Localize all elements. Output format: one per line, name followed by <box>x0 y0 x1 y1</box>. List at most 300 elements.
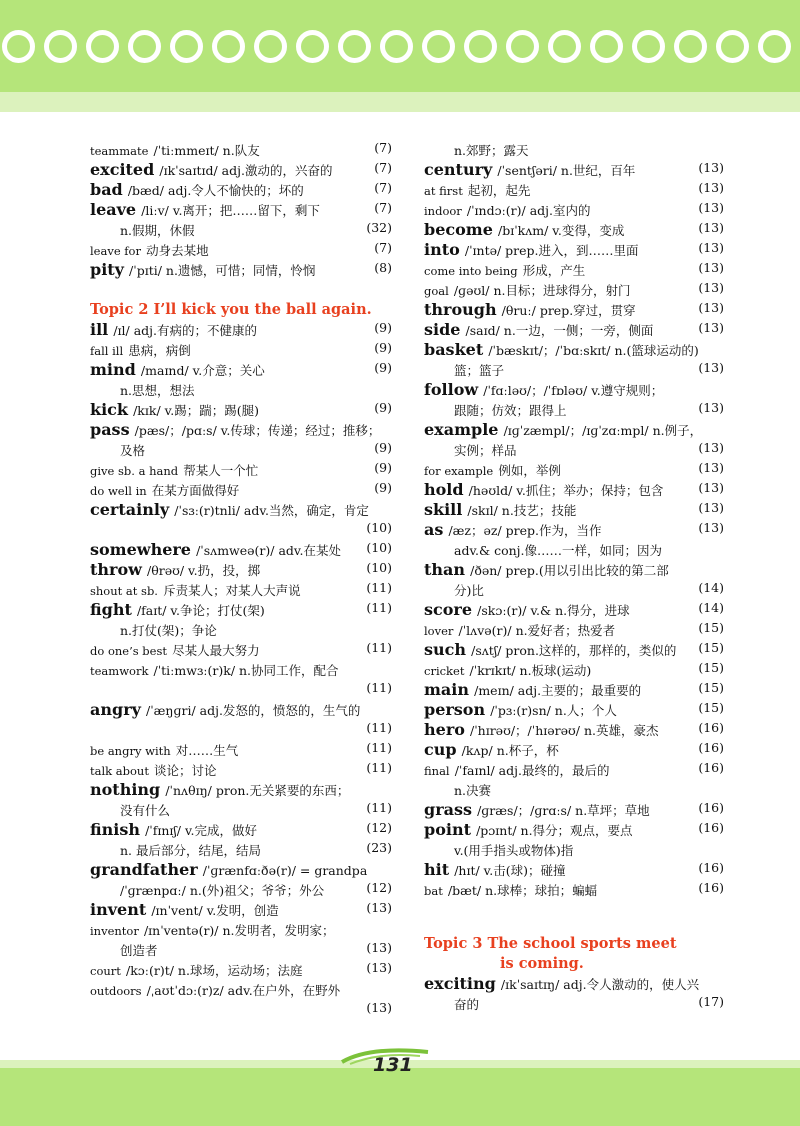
entry-page-ref: (8) <box>374 260 392 275</box>
entry-definition: adv.& conj.像……一样，如同；因为 <box>454 543 663 558</box>
entry-definition: /æz；əz/ prep.作为，当作 <box>448 523 602 538</box>
entry-definition: /ˈpɪti/ n.遗憾，可惜；同情，怜悯 <box>129 263 316 278</box>
entry-word: follow <box>424 380 479 399</box>
entry-definition: /sʌtʃ/ pron.这样的，那样的，类似的 <box>471 643 677 658</box>
entry-page-ref: (11) <box>366 760 392 775</box>
glossary-entry-line <box>90 160 392 180</box>
entry-definition: /ɡræs/；/ɡrɑːs/ n.草坪；草地 <box>477 803 650 818</box>
decorative-rings <box>2 30 800 74</box>
glossary-entry-line <box>424 240 724 260</box>
page-header-stripe <box>0 92 800 112</box>
entry-definition: /ˈɪntə/ prep.进入，到……里面 <box>464 243 639 258</box>
glossary-entry-line <box>90 380 392 400</box>
entry-page-ref: (7) <box>374 240 392 255</box>
entry-definition: 帮某人一个忙 <box>183 463 259 478</box>
left-column <box>90 140 392 1020</box>
entry-word: excited <box>90 160 155 179</box>
glossary-entry-line <box>424 974 724 994</box>
glossary-entry-line <box>424 740 724 760</box>
glossary-entry-line <box>90 500 392 520</box>
entry-word: final <box>424 764 450 778</box>
entry-page-ref: (10) <box>366 560 392 575</box>
entry-word: century <box>424 160 493 179</box>
entry-page-ref: (13) <box>698 260 724 275</box>
ring-icon <box>296 30 329 63</box>
glossary-entry-line <box>424 660 724 680</box>
entry-definition: /ɪnˈvent/ v.发明，创造 <box>151 903 279 918</box>
entry-page-ref: (32) <box>366 220 392 235</box>
glossary-entry-line <box>424 860 724 880</box>
entry-word: through <box>424 300 497 319</box>
ring-icon <box>380 30 413 63</box>
glossary-entry-line <box>424 440 724 460</box>
entry-definition: /saɪd/ n.一边，一侧；一旁，侧面 <box>465 323 654 338</box>
entry-definition: 动身去某地 <box>146 243 209 258</box>
entry-page-ref: (16) <box>698 720 724 735</box>
ring-icon <box>128 30 161 63</box>
glossary-entry-line <box>424 520 724 540</box>
glossary-entry-line <box>424 580 724 600</box>
page-number: 131 <box>373 1054 413 1076</box>
entry-word: teammate <box>90 144 149 158</box>
entry-definition: /ˈpɜː(r)sn/ n.人；个人 <box>490 703 617 718</box>
spacer <box>90 280 392 300</box>
glossary-entry-line <box>90 480 392 500</box>
entry-word: fall ill <box>90 344 124 358</box>
glossary-entry-line <box>90 720 392 740</box>
entry-page-ref: (10) <box>366 520 392 535</box>
entry-definition: /ˈfɑːləʊ/；/ˈfɒləʊ/ v.遵守规则； <box>483 383 664 398</box>
entry-word: do one’s best <box>90 644 167 658</box>
entry-word: person <box>424 700 486 719</box>
entry-word: somewhere <box>90 540 191 559</box>
entry-definition: 起初，起先 <box>467 183 531 198</box>
entry-page-ref: (13) <box>366 1000 392 1015</box>
entry-word: hold <box>424 480 464 499</box>
glossary-entry-line <box>424 500 724 520</box>
entry-word: fight <box>90 600 132 619</box>
glossary-entry-line <box>90 960 392 980</box>
entry-definition: /bæt/ n.球棒；球拍；蝙蝠 <box>447 883 598 898</box>
topic-heading-continued: is coming. <box>500 955 584 972</box>
entry-definition: 例如，举例 <box>498 463 561 478</box>
entry-word: basket <box>424 340 484 359</box>
entry-page-ref: (11) <box>366 600 392 615</box>
entry-definition: 对……生气 <box>175 743 239 758</box>
entry-page-ref: (13) <box>698 160 724 175</box>
glossary-entry-line <box>424 220 724 240</box>
entry-definition: 在某方面做得好 <box>151 483 240 498</box>
glossary-entry-line <box>424 680 724 700</box>
glossary-entry-line <box>424 200 724 220</box>
entry-word: side <box>424 320 461 339</box>
entry-page-ref: (13) <box>698 320 724 335</box>
entry-definition: /θrəʊ/ v.扔，投，掷 <box>147 563 261 578</box>
entry-page-ref: (9) <box>374 440 392 455</box>
glossary-entry-line <box>424 380 724 400</box>
glossary-entry-line <box>90 1000 392 1020</box>
entry-word: into <box>424 240 460 259</box>
entry-definition: 形成，产生 <box>522 263 586 278</box>
entry-word: shout at sb. <box>90 584 158 598</box>
entry-definition: /kɔː(r)t/ n.球场，运动场；法庭 <box>125 963 303 978</box>
ring-icon <box>338 30 371 63</box>
entry-page-ref: (23) <box>366 840 392 855</box>
glossary-entry-line <box>424 400 724 420</box>
entry-page-ref: (11) <box>366 680 392 695</box>
glossary-entry-line <box>424 640 724 660</box>
entry-definition: n.郊野；露天 <box>454 143 529 158</box>
glossary-entry-line <box>90 360 392 380</box>
entry-page-ref: (13) <box>698 280 724 295</box>
glossary-entry-line <box>90 860 392 880</box>
entry-page-ref: (11) <box>366 800 392 815</box>
entry-page-ref: (7) <box>374 180 392 195</box>
entry-definition: /ɡəʊl/ n.目标；进球得分，射门 <box>453 283 631 298</box>
glossary-entry-line <box>424 840 724 860</box>
glossary-entry-line <box>424 180 724 200</box>
glossary-entry-line <box>90 600 392 620</box>
entry-definition: /bɪˈkʌm/ v.变得，变成 <box>497 223 625 238</box>
entry-word: inventor <box>90 924 139 938</box>
entry-page-ref: (9) <box>374 460 392 475</box>
glossary-entry-line <box>90 260 392 280</box>
entry-word: than <box>424 560 466 579</box>
entry-definition: /ðən/ prep.(用以引出比较的第二部 <box>470 563 669 578</box>
glossary-entry-line <box>90 560 392 580</box>
entry-page-ref: (13) <box>366 960 392 975</box>
entry-page-ref: (13) <box>698 480 724 495</box>
entry-definition: /meɪn/ adj.主要的；最重要的 <box>474 683 642 698</box>
entry-definition: 患病，病倒 <box>128 343 191 358</box>
entry-word: be angry with <box>90 744 171 758</box>
entry-definition: n.假期，休假 <box>120 223 195 238</box>
entry-definition: n.思想，想法 <box>120 383 195 398</box>
entry-definition: v.(用手指头或物体)指 <box>454 843 574 858</box>
glossary-entry-line <box>90 920 392 940</box>
glossary-entry-line <box>90 700 392 720</box>
ring-icon <box>86 30 119 63</box>
entry-definition: 斥责某人；对某人大声说 <box>163 583 301 598</box>
entry-word: such <box>424 640 467 659</box>
entry-definition: /ˈlʌvə(r)/ n.爱好者；热爱者 <box>458 623 616 638</box>
entry-definition: /ˈsentʃəri/ n.世纪，百年 <box>497 163 636 178</box>
entry-word: point <box>424 820 471 839</box>
entry-definition: 没有什么 <box>120 803 171 818</box>
entry-definition: 谈论；讨论 <box>154 763 217 778</box>
glossary-entry-line <box>90 780 392 800</box>
entry-definition: /kʌp/ n.杯子，杯 <box>461 743 559 758</box>
entry-word: kick <box>90 400 128 419</box>
glossary-entry-line <box>424 360 724 380</box>
glossary-entry-line <box>90 620 392 640</box>
entry-word: for example <box>424 464 494 478</box>
entry-definition: /ˈɡrænfɑːðə(r)/ = grandpa <box>202 863 368 878</box>
entry-page-ref: (13) <box>698 360 724 375</box>
entry-definition: /liːv/ v.离开；把……留下，剩下 <box>141 203 320 218</box>
entry-page-ref: (9) <box>374 320 392 335</box>
ring-icon <box>632 30 665 63</box>
entry-word: certainly <box>90 500 170 519</box>
entry-word: leave <box>90 200 137 219</box>
entry-page-ref: (16) <box>698 800 724 815</box>
entry-page-ref: (9) <box>374 360 392 375</box>
entry-word: main <box>424 680 470 699</box>
entry-definition: /faɪt/ v.争论；打仗(架) <box>136 603 265 618</box>
ring-icon <box>212 30 245 63</box>
entry-page-ref: (13) <box>698 520 724 535</box>
topic-heading: Topic 2 I’ll kick you the ball again. <box>90 301 372 318</box>
glossary-entry-line <box>424 880 724 900</box>
entry-definition: /skɔː(r)/ v.& n.得分，进球 <box>477 603 630 618</box>
entry-definition: 分)比 <box>454 583 484 598</box>
glossary-entry-line <box>424 540 724 560</box>
entry-definition: /pæs/；/pɑːs/ v.传球；传递；经过；推移； <box>134 423 381 438</box>
entry-page-ref: (14) <box>698 600 724 615</box>
right-column <box>424 140 724 1014</box>
ring-icon <box>716 30 749 63</box>
glossary-entry-line <box>90 640 392 660</box>
glossary-entry-line <box>90 540 392 560</box>
entry-word: do well in <box>90 484 147 498</box>
glossary-entry-line <box>424 600 724 620</box>
entry-word: grass <box>424 800 472 819</box>
entry-word: ill <box>90 320 109 339</box>
glossary-entry-line <box>424 420 724 440</box>
ring-icon <box>590 30 623 63</box>
entry-word: grandfather <box>90 860 198 879</box>
glossary-entry-line <box>90 940 392 960</box>
entry-word: talk about <box>90 764 149 778</box>
ring-icon <box>674 30 707 63</box>
entry-page-ref: (10) <box>366 540 392 555</box>
entry-word: come into being <box>424 264 518 278</box>
entry-word: court <box>90 964 121 978</box>
entry-word: bat <box>424 884 443 898</box>
entry-word: leave for <box>90 244 141 258</box>
entry-word: give sb. a hand <box>90 464 179 478</box>
entry-page-ref: (13) <box>698 300 724 315</box>
ring-icon <box>506 30 539 63</box>
entry-page-ref: (7) <box>374 140 392 155</box>
entry-definition: n.打仗(架)；争论 <box>120 623 217 638</box>
glossary-entry-line <box>424 160 724 180</box>
glossary-entry-line <box>424 480 724 500</box>
entry-definition: /skɪl/ n.技艺；技能 <box>467 503 577 518</box>
glossary-entry-line <box>90 240 392 260</box>
entry-page-ref: (11) <box>366 720 392 735</box>
glossary-entry-line <box>90 660 392 680</box>
entry-definition: /ˈsʌmweə(r)/ adv.在某处 <box>196 543 341 558</box>
entry-page-ref: (15) <box>698 640 724 655</box>
entry-definition: /ˈtiːmwɜː(r)k/ n.协同工作，配合 <box>153 663 339 678</box>
entry-page-ref: (13) <box>366 940 392 955</box>
entry-page-ref: (9) <box>374 480 392 495</box>
entry-word: exciting <box>424 974 496 993</box>
ring-icon <box>422 30 455 63</box>
topic-heading: Topic 3 The school sports meet <box>424 935 677 952</box>
entry-page-ref: (9) <box>374 400 392 415</box>
entry-word: hit <box>424 860 450 879</box>
entry-definition: /θruː/ prep.穿过，贯穿 <box>501 303 636 318</box>
entry-definition: /ˈæŋɡri/ adj.发怒的，愤怒的，生气的 <box>146 703 361 718</box>
glossary-entry-line <box>424 260 724 280</box>
entry-page-ref: (17) <box>698 994 724 1009</box>
glossary-entry-line <box>424 140 724 160</box>
entry-definition: /ˈsɜː(r)tnli/ adv.当然，确定，肯定 <box>174 503 369 518</box>
entry-page-ref: (13) <box>698 200 724 215</box>
entry-definition: /ɪkˈsaɪtɪd/ adj.激动的，兴奋的 <box>159 163 333 178</box>
entry-definition: /ˈɡrænpɑː/ n.(外)祖父；爷爷；外公 <box>120 883 325 898</box>
entry-definition: n.决赛 <box>454 783 492 798</box>
glossary-entry-line <box>90 340 392 360</box>
ring-icon <box>758 30 791 63</box>
glossary-entry-line <box>90 680 392 700</box>
glossary-entry-line <box>90 520 392 540</box>
glossary-entry-line <box>424 760 724 780</box>
glossary-entry-line <box>424 340 724 360</box>
glossary-entry-line <box>424 994 724 1014</box>
entry-definition: /ɪnˈventə(r)/ n.发明者，发明家； <box>143 923 335 938</box>
entry-word: cricket <box>424 664 465 678</box>
entry-word: angry <box>90 700 141 719</box>
entry-word: mind <box>90 360 136 379</box>
glossary-entry-line <box>90 880 392 900</box>
glossary-entry-line <box>90 320 392 340</box>
entry-page-ref: (16) <box>698 860 724 875</box>
entry-word: finish <box>90 820 140 839</box>
entry-definition: /həʊld/ v.抓住；举办；保持；包含 <box>468 483 664 498</box>
entry-page-ref: (16) <box>698 820 724 835</box>
glossary-entry-line <box>90 800 392 820</box>
entry-definition: 奋的 <box>454 997 480 1012</box>
entry-word: skill <box>424 500 463 519</box>
entry-word: cup <box>424 740 457 759</box>
entry-word: nothing <box>90 780 161 799</box>
glossary-entry-line <box>90 400 392 420</box>
ring-icon <box>2 30 35 63</box>
glossary-entry-line <box>424 560 724 580</box>
entry-page-ref: (16) <box>698 760 724 775</box>
entry-definition: /ˈhɪrəʊ/；/ˈhɪərəʊ/ n.英雄，豪杰 <box>470 723 659 738</box>
entry-word: indoor <box>424 204 462 218</box>
glossary-entry-line <box>90 980 392 1000</box>
entry-page-ref: (11) <box>366 580 392 595</box>
entry-definition: 尽某人最大努力 <box>172 643 260 658</box>
entry-page-ref: (16) <box>698 880 724 895</box>
entry-definition: /ˈɪndɔː(r)/ adj.室内的 <box>466 203 591 218</box>
entry-definition: 跟随；仿效；跟得上 <box>454 403 567 418</box>
entry-word: example <box>424 420 499 439</box>
entry-page-ref: (15) <box>698 680 724 695</box>
entry-definition: /ˌaʊtˈdɔː(r)z/ adv.在户外，在野外 <box>146 983 341 998</box>
entry-page-ref: (12) <box>366 880 392 895</box>
entry-definition: /ˈfaɪnl/ adj.最终的，最后的 <box>454 763 610 778</box>
entry-word: goal <box>424 284 449 298</box>
entry-word: become <box>424 220 493 239</box>
glossary-entry-line <box>90 840 392 860</box>
entry-word: invent <box>90 900 147 919</box>
glossary-entry-line <box>424 720 724 740</box>
ring-icon <box>170 30 203 63</box>
entry-definition: /kɪk/ v.踢；踹；踢(腿) <box>133 403 259 418</box>
entry-definition: 及格 <box>120 443 146 458</box>
glossary-entry-line <box>90 180 392 200</box>
glossary-entry-line <box>424 780 724 800</box>
entry-definition: /pɔɪnt/ n.得分；观点，要点 <box>476 823 633 838</box>
glossary-entry-line <box>90 740 392 760</box>
entry-definition: /ˈkrɪkɪt/ n.板球(运动) <box>469 663 592 678</box>
entry-word: bad <box>90 180 123 199</box>
glossary-entry-line <box>90 900 392 920</box>
entry-word: hero <box>424 720 465 739</box>
entry-page-ref: (15) <box>698 660 724 675</box>
entry-word: teamwork <box>90 664 149 678</box>
entry-page-ref: (9) <box>374 340 392 355</box>
glossary-entry-line <box>90 580 392 600</box>
entry-definition: 篮；篮子 <box>454 363 505 378</box>
entry-definition: /hɪt/ v.击(球)；碰撞 <box>454 863 566 878</box>
entry-page-ref: (15) <box>698 620 724 635</box>
glossary-entry-line <box>424 460 724 480</box>
spacer <box>424 900 724 934</box>
entry-word: at first <box>424 184 463 198</box>
entry-page-ref: (13) <box>698 180 724 195</box>
entry-word: pass <box>90 420 130 439</box>
entry-page-ref: (13) <box>366 900 392 915</box>
glossary-entry-line <box>90 420 392 440</box>
glossary-entry-line <box>90 220 392 240</box>
glossary-entry-line <box>424 620 724 640</box>
entry-page-ref: (7) <box>374 200 392 215</box>
glossary-entry-line <box>90 200 392 220</box>
entry-definition: /ɪɡˈzæmpl/；/ɪɡˈzɑːmpl/ n.例子， <box>503 423 703 438</box>
entry-word: lover <box>424 624 454 638</box>
entry-definition: /ˈtiːmmeɪt/ n.队友 <box>153 143 260 158</box>
entry-page-ref: (15) <box>698 700 724 715</box>
glossary-entry-line <box>90 760 392 780</box>
entry-page-ref: (11) <box>366 640 392 655</box>
entry-page-ref: (14) <box>698 580 724 595</box>
entry-word: outdoors <box>90 984 142 998</box>
entry-page-ref: (13) <box>698 460 724 475</box>
entry-definition: /ˈnʌθɪŋ/ pron.无关紧要的东西； <box>165 783 350 798</box>
glossary-entry-line <box>90 460 392 480</box>
entry-definition: /ɪkˈsaɪtɪŋ/ adj.令人激动的，使人兴 <box>500 977 700 992</box>
glossary-entry-line <box>424 280 724 300</box>
glossary-entry-line <box>90 140 392 160</box>
entry-definition: /ˈfɪnɪʃ/ v.完成，做好 <box>145 823 258 838</box>
entry-definition: n. 最后部分，结尾，结局 <box>120 843 261 858</box>
glossary-entry-line <box>90 820 392 840</box>
entry-word: score <box>424 600 473 619</box>
entry-page-ref: (13) <box>698 240 724 255</box>
entry-page-ref: (13) <box>698 220 724 235</box>
ring-icon <box>254 30 287 63</box>
entry-page-ref: (12) <box>366 820 392 835</box>
glossary-entry-line <box>424 700 724 720</box>
entry-definition: 实例；样品 <box>454 443 517 458</box>
page-footer-band <box>0 1068 800 1126</box>
glossary-entry-line <box>90 440 392 460</box>
entry-word: pity <box>90 260 124 279</box>
entry-word: throw <box>90 560 142 579</box>
entry-definition: 创造者 <box>120 943 158 958</box>
glossary-entry-line <box>424 300 724 320</box>
entry-definition: /bæd/ adj.令人不愉快的；坏的 <box>127 183 304 198</box>
glossary-entry-line <box>424 820 724 840</box>
ring-icon <box>548 30 581 63</box>
